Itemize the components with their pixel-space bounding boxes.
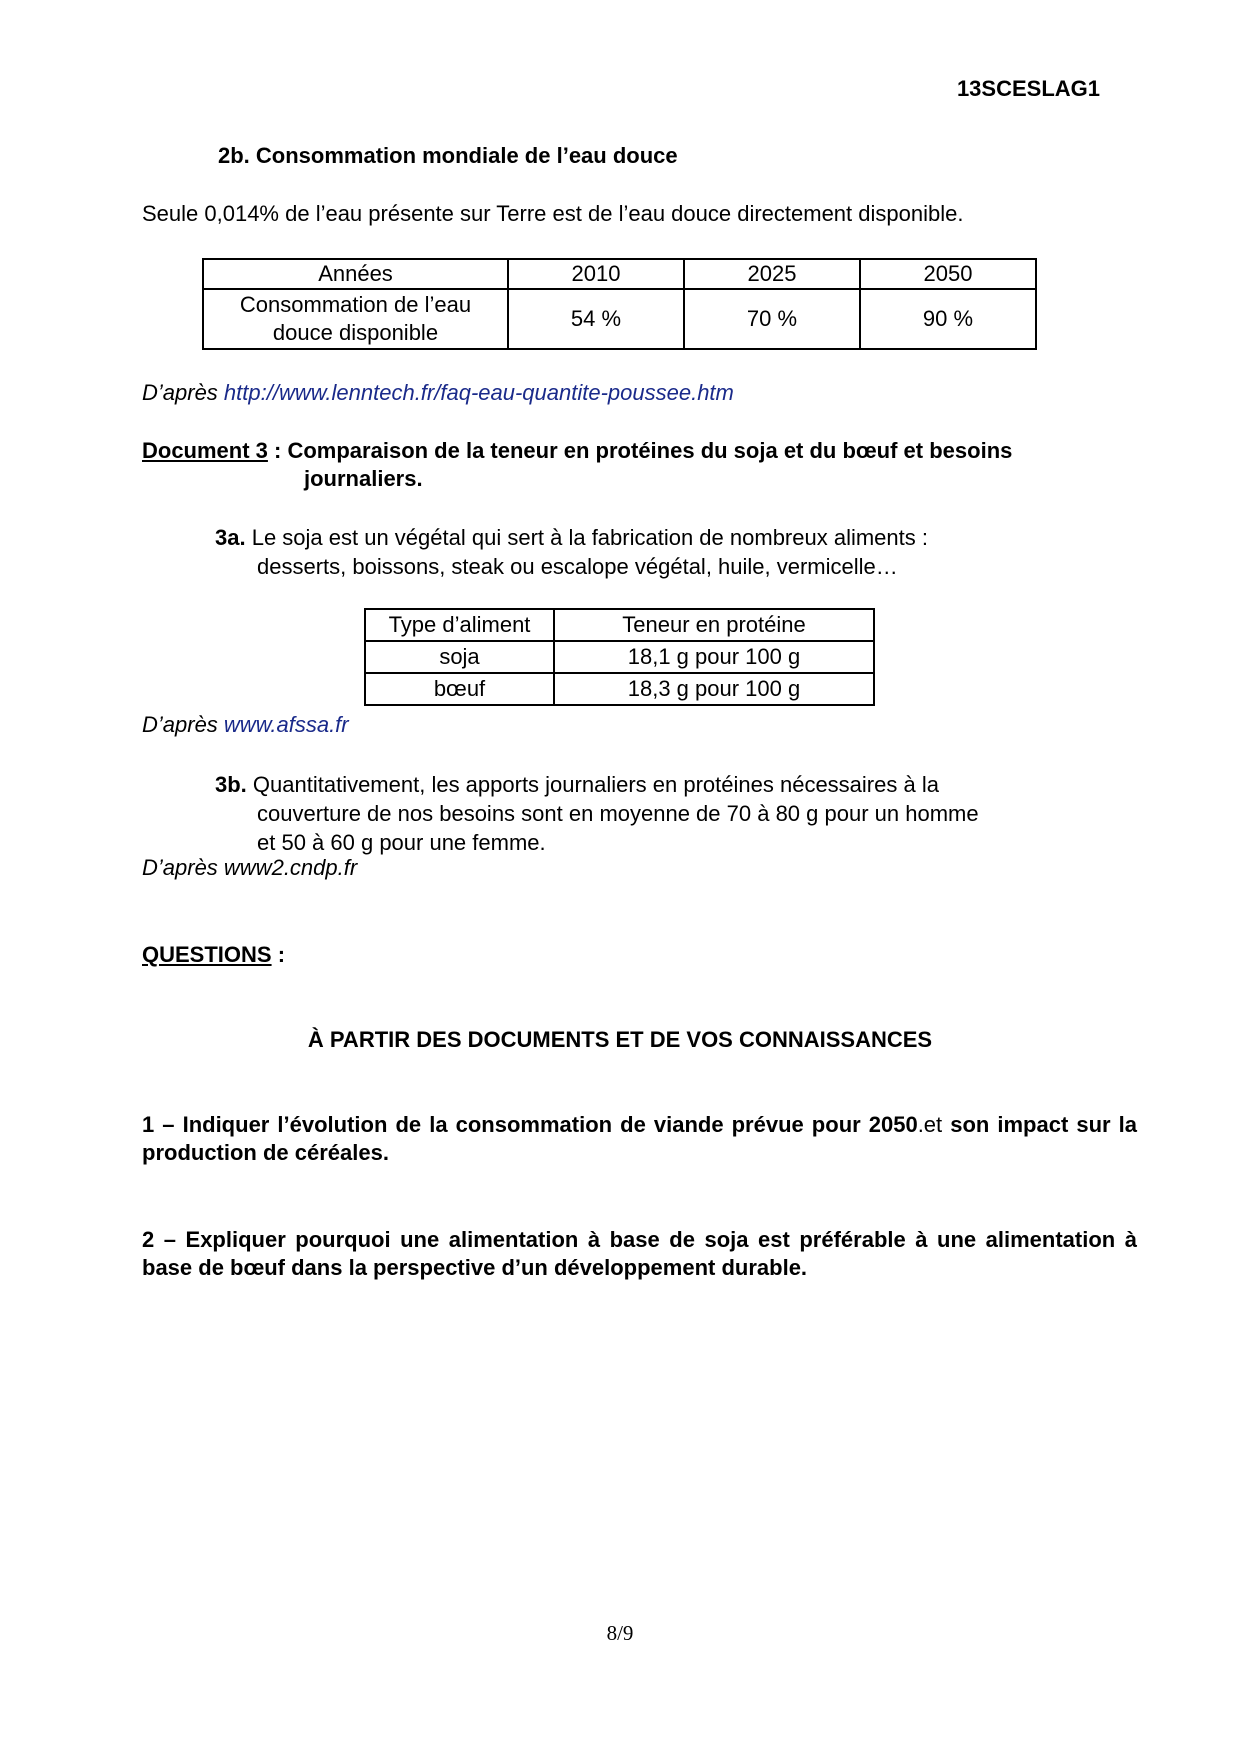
table-header-cell: 2050 xyxy=(860,259,1036,289)
question-2: 2 – Expliquer pourquoi une alimentation à base de soja est préférable à une alimentation à base de bœuf dans la perspective d’un développement durable. xyxy=(142,1227,1137,1280)
table-header-cell: 2025 xyxy=(684,259,860,289)
question-1-text: 1 – Indiquer l’évolution de la consommation de viande prévue pour 2050 xyxy=(142,1112,918,1137)
table-row-label xyxy=(203,289,508,349)
page-number: 8/9 xyxy=(606,1621,634,1645)
paragraph-3a-line: desserts, boissons, steak ou escalope végétal, huile, vermicelle… xyxy=(257,554,898,579)
table-header-cell: Teneur en protéine xyxy=(554,609,874,641)
source-citation-1 xyxy=(142,380,734,406)
table-row xyxy=(203,259,1036,289)
questions-instruction: À PARTIR DES DOCUMENTS ET DE VOS CONNAISSANCES xyxy=(307,1027,933,1052)
table-cell: 70 % xyxy=(684,289,860,349)
row-label-line: douce disponible xyxy=(272,320,439,345)
document-3-heading xyxy=(142,437,1132,493)
document-3-separator: : xyxy=(267,438,288,463)
table-cell: 18,1 g pour 100 g xyxy=(554,641,874,673)
table-cell: bœuf xyxy=(365,673,554,705)
protein-content-table xyxy=(364,608,875,706)
table-header-cell: 2010 xyxy=(508,259,684,289)
document-3-label: Document 3 xyxy=(142,438,268,463)
source-link[interactable]: http://www.lenntech.fr/faq-eau-quantite-poussee.htm xyxy=(223,380,734,405)
table-row xyxy=(203,289,1036,349)
table-header-cell: Années xyxy=(203,259,508,289)
table-cell: 90 % xyxy=(860,289,1036,349)
paragraph-3b-line: Quantitativement, les apports journaliers en protéines nécessaires à la xyxy=(246,772,939,797)
section-2b-intro: Seule 0,014% de l’eau présente sur Terre est de l’eau douce directement disponible. xyxy=(142,201,964,226)
paragraph-3a-line: Le soja est un végétal qui sert à la fabrication de nombreux aliments : xyxy=(245,525,928,550)
paragraph-3b-label: 3b. xyxy=(215,772,247,797)
table-cell: 18,3 g pour 100 g xyxy=(554,673,874,705)
questions-suffix: : xyxy=(271,942,286,967)
source-citation-2 xyxy=(142,712,349,738)
row-label-line: Consommation de l’eau xyxy=(239,292,472,317)
source-citation-3: D’après www2.cndp.fr xyxy=(142,855,358,880)
source-link[interactable]: www.afssa.fr xyxy=(223,712,349,737)
document-3-title: Comparaison de la teneur en protéines du soja et du bœuf et besoins xyxy=(287,438,1013,463)
table-header-cell: Type d’aliment xyxy=(365,609,554,641)
question-1-text-cont: son impact sur la production de céréales. xyxy=(142,1112,1137,1165)
table-row xyxy=(365,673,874,705)
source-prefix: D’après xyxy=(142,380,224,405)
paragraph-3a xyxy=(215,523,928,581)
paragraph-3a-label: 3a. xyxy=(215,525,246,550)
source-prefix: D’après xyxy=(142,712,224,737)
document-code: 13SCESLAG1 xyxy=(956,76,1100,101)
table-row xyxy=(365,609,874,641)
questions-label: QUESTIONS xyxy=(142,942,272,967)
table-row xyxy=(365,641,874,673)
question-1 xyxy=(142,1111,1137,1167)
paragraph-3b xyxy=(215,770,979,857)
section-2b-title: 2b. Consommation mondiale de l’eau douce xyxy=(218,143,678,168)
water-consumption-table xyxy=(202,258,1037,350)
question-1-punct: .et xyxy=(917,1112,943,1137)
paragraph-3b-line: couverture de nos besoins sont en moyenne de 70 à 80 g pour un homme xyxy=(257,801,979,826)
document-3-title-cont: journaliers. xyxy=(304,466,423,491)
table-cell: soja xyxy=(365,641,554,673)
paragraph-3b-line: et 50 à 60 g pour une femme. xyxy=(257,830,546,855)
table-cell: 54 % xyxy=(508,289,684,349)
questions-title xyxy=(142,942,285,968)
